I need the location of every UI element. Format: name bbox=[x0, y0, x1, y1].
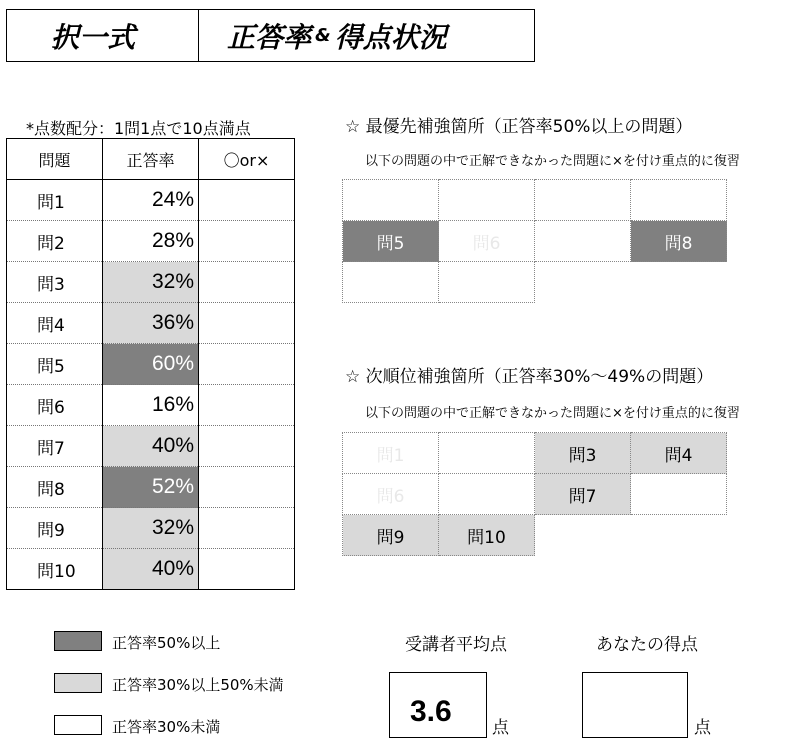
table-header-row bbox=[7, 139, 295, 180]
grid-cell bbox=[535, 515, 631, 556]
grid-row bbox=[343, 433, 727, 474]
answer-cell[interactable] bbox=[199, 221, 295, 262]
question-cell: 問10 bbox=[7, 549, 103, 590]
average-score-unit: 点 bbox=[492, 718, 509, 738]
table-row bbox=[7, 303, 295, 344]
average-score-label: 受講者平均点 bbox=[405, 635, 507, 655]
table-row bbox=[7, 549, 295, 590]
table-row bbox=[7, 385, 295, 426]
table-row bbox=[7, 180, 295, 221]
rate-cell: 28% bbox=[103, 221, 199, 262]
grid-cell: 問5 bbox=[343, 221, 439, 262]
grid-cell bbox=[439, 262, 535, 303]
table-row bbox=[7, 508, 295, 549]
average-score-value: 3.6 bbox=[410, 695, 452, 728]
question-cell: 問5 bbox=[7, 344, 103, 385]
column-header-question: 問題 bbox=[7, 139, 103, 180]
grid-cell: 問6 bbox=[439, 221, 535, 262]
answer-cell[interactable] bbox=[199, 180, 295, 221]
section-title-multiple-choice bbox=[6, 9, 199, 62]
column-header-rate: 正答率 bbox=[103, 139, 199, 180]
legend-swatch-low bbox=[54, 715, 102, 735]
answer-cell[interactable] bbox=[199, 385, 295, 426]
grid-row bbox=[343, 515, 727, 556]
answer-cell[interactable] bbox=[199, 426, 295, 467]
average-score-box bbox=[389, 672, 487, 738]
section-title-rate-and-score bbox=[198, 9, 535, 62]
answer-cell[interactable] bbox=[199, 508, 295, 549]
legend-label-low: 正答率30%未満 bbox=[112, 718, 221, 736]
rate-cell: 16% bbox=[103, 385, 199, 426]
priority2-note: 以下の問題の中で正解できなかった問題に×を付け重点的に復習 bbox=[365, 406, 740, 421]
grid-cell: 問8 bbox=[631, 221, 727, 262]
grid-cell: 問1 bbox=[343, 433, 439, 474]
legend-swatch-high bbox=[54, 631, 102, 651]
rate-cell: 40% bbox=[103, 426, 199, 467]
priority1-title: ☆ 最優先補強箇所（正答率50%以上の問題） bbox=[345, 117, 693, 137]
rate-cell: 40% bbox=[103, 549, 199, 590]
grid-cell bbox=[343, 262, 439, 303]
grid-cell bbox=[535, 221, 631, 262]
table-row bbox=[7, 344, 295, 385]
rate-cell: 32% bbox=[103, 508, 199, 549]
table-row bbox=[7, 221, 295, 262]
question-cell: 問9 bbox=[7, 508, 103, 549]
priority1-grid bbox=[342, 179, 727, 303]
column-header-answer: 〇or× bbox=[199, 139, 295, 180]
grid-cell bbox=[343, 180, 439, 221]
question-cell: 問3 bbox=[7, 262, 103, 303]
question-cell: 問4 bbox=[7, 303, 103, 344]
grid-cell bbox=[439, 180, 535, 221]
grid-cell bbox=[631, 180, 727, 221]
answer-cell[interactable] bbox=[199, 549, 295, 590]
my-score-label: あなたの得点 bbox=[596, 635, 698, 655]
title-text: 択一式 bbox=[51, 20, 136, 54]
rate-cell: 60% bbox=[103, 344, 199, 385]
question-cell: 問8 bbox=[7, 467, 103, 508]
grid-cell bbox=[631, 515, 727, 556]
grid-cell bbox=[535, 180, 631, 221]
rate-cell: 24% bbox=[103, 180, 199, 221]
grid-cell bbox=[535, 262, 631, 303]
priority2-grid bbox=[342, 432, 727, 556]
legend-label-high: 正答率50%以上 bbox=[112, 634, 221, 652]
grid-cell bbox=[631, 262, 727, 303]
score-allocation-note: *点数配分：1問1点で10点満点 bbox=[26, 119, 251, 138]
results-table bbox=[6, 138, 295, 590]
title-ampersand: & bbox=[315, 25, 331, 46]
grid-row bbox=[343, 262, 727, 303]
rate-cell: 52% bbox=[103, 467, 199, 508]
grid-row bbox=[343, 180, 727, 221]
priority2-title: ☆ 次順位補強箇所（正答率30%～49%の問題） bbox=[345, 367, 714, 387]
question-cell: 問2 bbox=[7, 221, 103, 262]
my-score-unit: 点 bbox=[694, 718, 711, 738]
grid-cell bbox=[631, 474, 727, 515]
grid-cell bbox=[439, 474, 535, 515]
priority1-note: 以下の問題の中で正解できなかった問題に×を付け重点的に復習 bbox=[365, 154, 740, 169]
answer-cell[interactable] bbox=[199, 303, 295, 344]
grid-cell: 問7 bbox=[535, 474, 631, 515]
grid-cell: 問3 bbox=[535, 433, 631, 474]
table-row bbox=[7, 426, 295, 467]
table-row bbox=[7, 262, 295, 303]
grid-cell: 問10 bbox=[439, 515, 535, 556]
answer-cell[interactable] bbox=[199, 262, 295, 303]
table-row bbox=[7, 467, 295, 508]
grid-row bbox=[343, 474, 727, 515]
question-cell: 問1 bbox=[7, 180, 103, 221]
legend-swatch-mid bbox=[54, 673, 102, 693]
grid-row bbox=[343, 221, 727, 262]
title-text-score: 得点状況 bbox=[334, 20, 447, 54]
grid-cell: 問6 bbox=[343, 474, 439, 515]
my-score-box[interactable] bbox=[582, 672, 688, 738]
rate-cell: 36% bbox=[103, 303, 199, 344]
question-cell: 問7 bbox=[7, 426, 103, 467]
legend-label-mid: 正答率30%以上50%未満 bbox=[112, 676, 284, 694]
question-cell: 問6 bbox=[7, 385, 103, 426]
answer-cell[interactable] bbox=[199, 344, 295, 385]
grid-cell bbox=[439, 433, 535, 474]
title-text-rate: 正答率 bbox=[227, 20, 312, 54]
rate-cell: 32% bbox=[103, 262, 199, 303]
grid-cell: 問4 bbox=[631, 433, 727, 474]
grid-cell: 問9 bbox=[343, 515, 439, 556]
answer-cell[interactable] bbox=[199, 467, 295, 508]
